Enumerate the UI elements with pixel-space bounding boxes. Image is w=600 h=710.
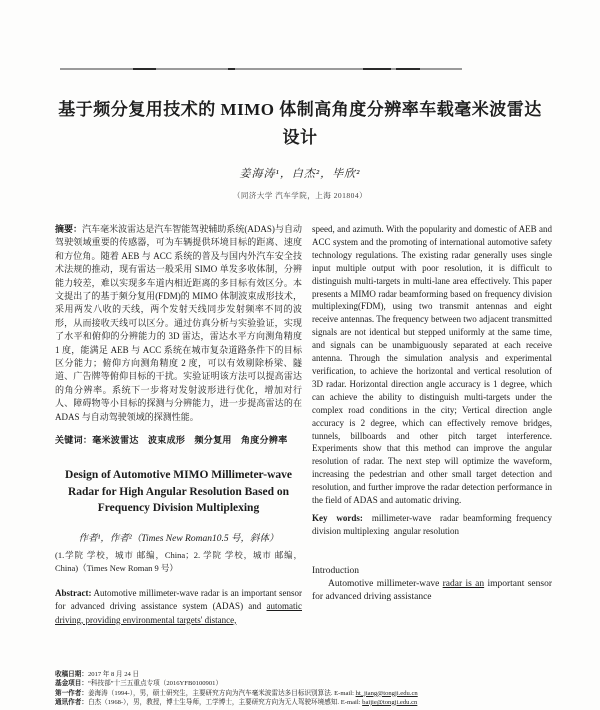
abstract-cn-text: 汽车毫米波雷达是汽车智能驾驶辅助系统(ADAS)与自动驾驶领域重要的传感器，可为车辆提供环境目标的距离、速度和方位角。随着 AEB 与 ACC 系统的普及与国内外汽车安全技术法规的推动，现有雷达一般采用 SIMO 单发多收体制，分辨能力较差，难以实现多车道内相近距离的多目标有效区分。本文提出了的基于频分复用(FDM)的 MIMO 体制波束成形技术，采用两发八收的天线，两个发射天线同步发射频率不同的波形，从而接收天线可以区分。通过仿真分析与实验验证，实现了水平和俯仰的分辨能力的 3D 雷达，雷达水平方向测角精度 1 度，能满足 AEB 与 ACC 系统在城市复杂道路条件下的目标区分能力；俯仰方向测角精度 2 度，可以有效剔除桥梁、隧道、广告牌等俯仰目标的干扰。实验证明该方法可以提高雷达的角分辨率。系统下一步将对发射波形进行优化，增加对行人、障碍物等小目标的探测与分辨能力，进一步提高雷达的在 ADAS 与自动驾驶领域的探测性能。: [55, 224, 302, 422]
footnote-received-text: 2017 年 8 月 24 日: [87, 671, 140, 679]
introduction-heading: Introduction: [312, 565, 359, 576]
footnote-fund-project: [55, 679, 562, 688]
abstract-en-continuation: speed, and azimuth. With the popularity and domestic of AEB and ACC system and the promoting of international automotive safety technology regulations. The existing radar generally uses single input multiple output with poor resolution, it is difficult to distinguish multi-targets in multi-lane area effectively. This paper presents a MIMO radar beamforming based on frequency division multiplexing(FDM), using two transmit antennas and eight receive antennas. The frequency between two adjacent transmitted signals are not identical but stepped uniformly at the same time, and signals can be unambiguously separated at each receive antenna. Through the simulation analysis and experimental verification, to achieve the horizontal and vertical resolution of 3D radar. Horizontal direction angle accuracy is 1 degree, which can achieve the ability to distinguish multi-targets under the complex road conditions in the city; Vertical direction angle accuracy is 2 degree, which can effectively remove bridges, tunnels, billboards and other pitch target interference. Experiments show that this method can improve the angular resolution of radar. The next step will optimize the waveform, increasing the pedestrian and other small target detection and resolution, and further improve the radar detection performance in the field of ADAS and automatic driving.: [312, 224, 552, 506]
footnote-first-author-email: ht_jiang@tongji.edu.cn: [355, 689, 418, 697]
footnote-first-author-email-label: E-mail:: [334, 689, 356, 697]
footnote-corresponding-email-label: E-mail:: [340, 698, 363, 706]
keywords-en-text: millimeter-wave radar beamforming frequency division multiplexing angular resolution: [312, 512, 552, 537]
scan-artifact-dash: [228, 68, 235, 70]
footnote-corresponding-text: 白杰（1968-），男，教授，博士生导师，工学博士，主要研究方向为无人驾驶环境感知.: [87, 698, 341, 706]
footnote-corresponding-label: 通讯作者：: [55, 698, 88, 706]
affiliation-line-cn: （同济大学 汽车学院，上海 201804）: [232, 191, 368, 200]
paper-title-en: Design of Automotive MIMO Millimeter-wave Radar for High Angular Resolution Based on Frequency Division Multiplexing: [65, 469, 292, 515]
right-column: [312, 223, 552, 627]
scan-artifact-dash: [396, 68, 420, 70]
left-column: [55, 223, 302, 627]
abstract-en-paragraph: [55, 587, 302, 628]
abstract-cn-label: 摘要：: [55, 224, 83, 234]
footnotes-block: [55, 670, 562, 707]
keywords-cn-line: [55, 433, 302, 446]
abstract-en-text-underlined: automatic driving, providing environmental targets' distance,: [55, 601, 302, 625]
keywords-cn-label: 关键词：: [55, 435, 93, 446]
keywords-cn-text: 毫米波雷达 波束成形 频分复用 角度分辨率: [92, 435, 288, 446]
footnote-first-author: [55, 689, 562, 698]
keywords-en-label: Key words:: [312, 512, 363, 523]
footnote-fund-text: “科技部”十三五重点专项（2016YFB0100901）: [87, 680, 223, 688]
footnote-fund-label: 基金项目：: [55, 680, 88, 688]
affiliation-template-line: (1.学院 学校，城市 邮编，China；2. 学院 学校，城市 邮编，China)（Times New Roman 9 号）: [55, 549, 302, 573]
introduction-text-underlined: radar is an: [442, 578, 485, 589]
footnote-first-author-label: 第一作者：: [55, 689, 88, 697]
authors-template-line: 作者¹，作者²（Times New Roman10.5 号，斜体）: [78, 533, 279, 544]
footnote-corresponding-author: [55, 698, 562, 707]
footnote-received-label: 收稿日期：: [55, 671, 88, 679]
footnote-first-author-text: 姜海涛（1994-），男，硕士研究生，主要研究方向为汽车毫米波雷达多目标识别算法.: [87, 689, 335, 697]
introduction-paragraph: [312, 578, 552, 604]
abstract-cn-paragraph: [55, 223, 302, 424]
scan-artifact-line: [60, 68, 462, 70]
scan-artifact-dash: [363, 68, 391, 70]
footnote-corresponding-email: baijie@tongji.edu.cn: [362, 698, 418, 706]
abstract-en-label: Abstract:: [55, 587, 92, 598]
authors-line-cn: 姜海涛¹，白杰²，毕欣²: [239, 168, 361, 180]
paper-title-cn: 基于频分复用技术的 MIMO 体制高角度分辨率车载毫米波雷达设计: [58, 100, 542, 147]
introduction-text: important sensor for advanced driving assistance: [312, 578, 552, 602]
introduction-section: [312, 565, 552, 604]
abstract-en-text: Automotive millimeter-wave radar is an important sensor for advanced driving assistance system (ADAS) and: [55, 587, 302, 612]
keywords-en-line: [312, 512, 552, 539]
introduction-text: Automotive millimeter-wave: [328, 578, 443, 589]
scan-artifact-dash: [133, 68, 156, 70]
two-column-body: [55, 223, 552, 627]
footnote-received-date: [55, 670, 562, 679]
